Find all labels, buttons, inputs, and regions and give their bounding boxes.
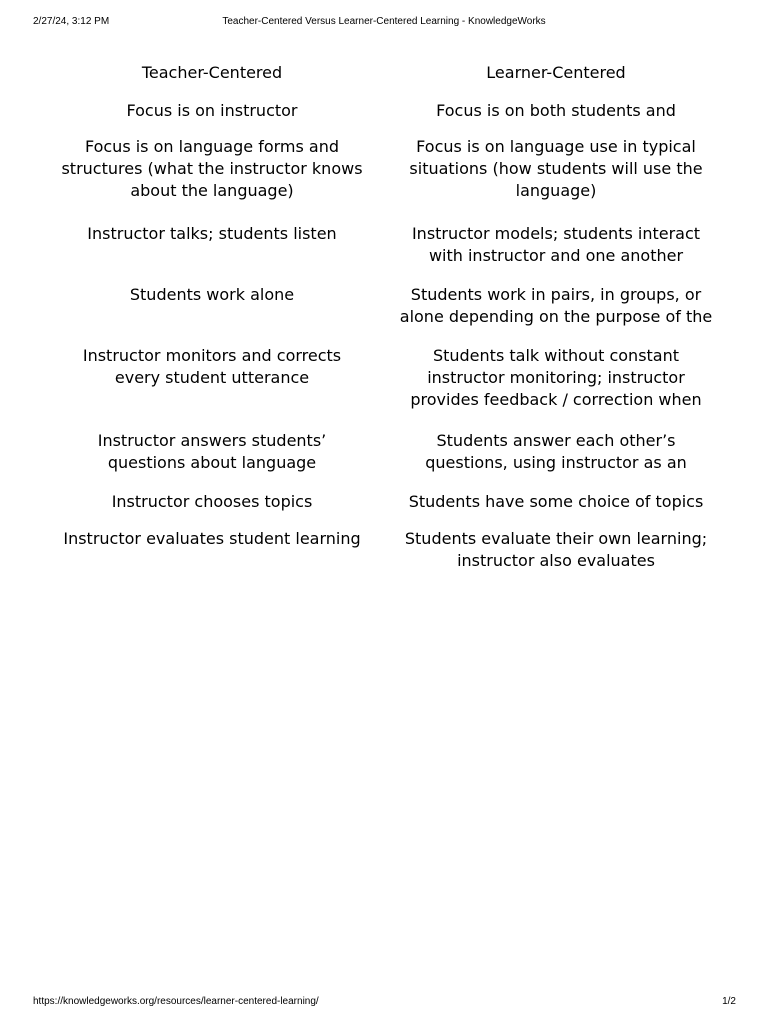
table-cell-learner: Focus is on language use in typical situations (how students will use the language) — [409, 137, 703, 200]
print-header-datetime: 2/27/24, 3:12 PM — [33, 16, 110, 27]
table-cell-teacher: Instructor talks; students listen — [87, 224, 337, 243]
table-cell-teacher: Instructor answers students’ questions about language — [97, 431, 327, 472]
table-cell-learner: Instructor models; students interact with instructor and one another — [411, 224, 701, 265]
table-cell-learner: Students have some choice of topics — [408, 492, 704, 511]
table-cell-learner: Focus is on both students and — [436, 101, 676, 120]
table-cell-learner: Students evaluate their own learning; instructor also evaluates — [404, 529, 708, 570]
table-cell-teacher: Instructor monitors and corrects every student utterance — [82, 346, 342, 387]
header-learner-centered: Learner-Centered — [486, 63, 626, 82]
print-footer-url: https://knowledgeworks.org/resources/learner-centered-learning/ — [33, 996, 319, 1007]
table-cell-learner: Students talk without constant instructor monitoring; instructor provides feedback / correction when — [410, 346, 702, 409]
header-teacher-centered: Teacher-Centered — [141, 63, 283, 82]
table-cell-teacher: Instructor chooses topics — [111, 492, 313, 511]
print-header-title: Teacher-Centered Versus Learner-Centered Learning - KnowledgeWorks — [222, 16, 546, 27]
table-cell-learner: Students answer each other’s questions, using instructor as an — [425, 431, 687, 472]
table-cell-teacher: Focus is on instructor — [126, 101, 298, 120]
print-footer-page-number: 1/2 — [722, 996, 736, 1007]
table-cell-teacher: Focus is on language forms and structures (what the instructor knows about the language) — [61, 137, 363, 200]
table-cell-teacher: Instructor evaluates student learning — [63, 529, 361, 548]
table-cell-learner: Students work in pairs, in groups, or alone depending on the purpose of the — [399, 285, 713, 326]
table-cell-teacher: Students work alone — [129, 285, 295, 304]
